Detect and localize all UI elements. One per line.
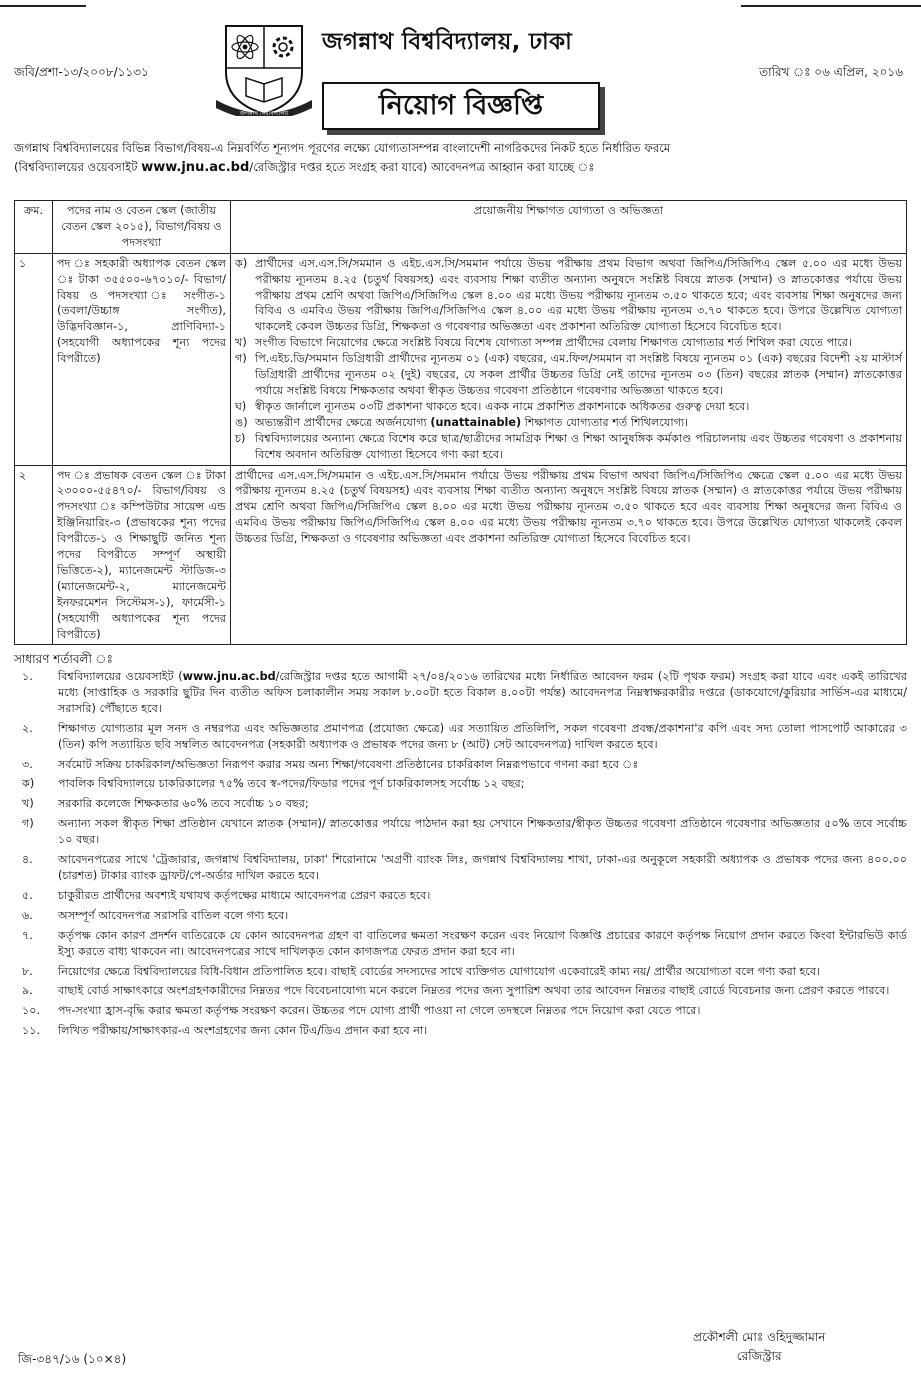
notice-banner: নিয়োগ বিজ্ঞপ্তি: [322, 82, 600, 130]
signatory-title: রেজিস্ট্রার: [736, 1349, 782, 1364]
condition-item: ৯. বাছাই বোর্ড সাক্ষাৎকারে অংশগ্রহণকারীদের নিম্নতর পদে বিবেচনাযোগ্য মনে করলে নিম্নতর পদের জন্য সুপারিশ অথবা তার আবেদন নিম্নতর বাছাই বোর্ডে বিবেচনার জন্য প্রেরণ করতে পারবে।: [22, 984, 890, 998]
condition-item: ১১. লিখিত পরীক্ষায়/সাক্ষাৎকার-এ অংশগ্রহণের জন্য কোন টিএ/ডিএ প্রদান করা হবে না।: [22, 1024, 428, 1038]
condition-item: ১. বিশ্ববিদ্যালয়ের ওয়েবসাইট (www.jnu.ac.bd/রেজিস্ট্রার দপ্তর হতে আগামী ২৭/০৪/২০১৬ তারিখের মধ্যে নির্ধারিত আবেদন ফরম (২টি পৃথক ফরম) সংগ্রহ করা যাবে এবং একই তারিখের মধ্যে (সাপ্তাহিক ও সরকারি ছুটির দিন ব্যতীত অফিস চলাকালীন সময় সকাল ৮.০০টা হতে বিকাল ৪.০০টা পর্যন্ত) আবেদনপত্র নিম্নস্বাক্ষরকারীর দপ্তরে (ডাকযোগে/কুরিয়ার সার্ভিস-এর মাধ্যমে/সরাসরি) পৌঁছাতে হবে।: [22, 670, 907, 715]
conditions-list: [14, 669, 907, 1043]
qualification-item: ঘ) স্বীকৃত জার্নালে ন্যূনতম ০৩টি প্রকাশনা থাকতে হবে। একক নামে প্রকাশিত প্রকাশনাকে অধিকতর গুরুত্ব দেয়া হবে।: [235, 399, 750, 413]
university-name: জগন্নাথ বিশ্ববিদ্যালয়, ঢাকা: [322, 29, 573, 55]
header-qualification: প্রয়োজনীয় শিক্ষাগত যোগ্যতা ও অভিজ্ঞতা: [231, 201, 907, 254]
signature-block: [693, 1328, 825, 1366]
table-header-row: [15, 201, 907, 254]
row-qualification: [231, 253, 907, 465]
table-row: [15, 465, 907, 645]
row-qualification: প্রার্থীদের এস.এস.সি/সমমান ও এইচ.এস.সি/সমমান পর্যায়ে উভয় পরীক্ষায় প্রথম বিভাগ অথবা জিপিএ/সিজিপিএ ক্ষেত্রে স্কেল ৫.০০ এর মধ্যে উভয় পরীক্ষায় ন্যূনতম ৪.২৫ (চতুর্থ বিষয়সহ) এবং ব্যবসায় শিক্ষা ব্যতীত অন্যান্য অনুষদে সংশ্লিষ্ট বিষয়ে স্নাতক (সম্মান) ও স্নাতকোত্তর পর্যায়ে উভয় পরীক্ষায় প্রথম শ্রেণি অথবা জিপিএ/সিজিপিএ স্কেল ৪.০০ এর মধ্যে উভয় পরীক্ষায় ন্যূনতম ৩.৫০ থাকতে হবে এবং ব্যবসায় শিক্ষা অনুষদের জন্য বিবিএ ও এমবিএ উভয় পরীক্ষায় জিপিএ/সিজিপিএ স্কেল ৪.০০ এর মধ্যে উভয় পরীক্ষায় ন্যূনতম ৩.৭০ থাকতে হবে। উপরে উল্লেখিত যোগ্যতা থাকলেই কেবল উচ্চতর ডিগ্রি, শিক্ষকতা ও গবেষণার অভিজ্ঞতা এবং প্রকাশনা অতিরিক্ত যোগ্যতা হিসেবে বিবেচিত হবে।: [231, 465, 907, 645]
website-link[interactable]: www.jnu.ac.bd: [141, 159, 250, 175]
condition-item: ১০. পদ-সংখ্যা হ্রাস-বৃদ্ধি করার ক্ষমতা কর্তৃপক্ষ সংরক্ষণ করেন। উচ্চতর পদে যোগ্য প্রার্থী পাওয়া না গেলে তদস্থলে নিম্নতর পদে নিয়োগ করা যেতে পারে।: [22, 1004, 701, 1018]
qualification-item: খ) সংগীত বিভাগে নিয়োগের ক্ষেত্রে সংশ্লিষ্ট বিষয়ে বিশেষ যোগ্যতা সম্পন্ন প্রার্থীদের বেলায় শিক্ষাগত যোগ্যতার শর্ত শিথিল করা যেতে পারে।: [235, 336, 853, 350]
intro-paragraph: জগন্নাথ বিশ্ববিদ্যালয়ের বিভিন্ন বিভাগ/বিষয়-এ নিম্নবর্ণিত শূন্যপদ পূরণের লক্ষ্যে যোগ্যতাসম্পন্ন বাংলাদেশী নাগরিকদের নিকট হতে নির্ধারিত ফরমে (বিশ্ববিদ্যালয়ের ওয়েবসাইট www.jnu.ac.bd/রেজিস্ট্রার দপ্তর হতে সংগ্রহ করা যাবে) আবেদনপত্র আহ্বান করা যাচ্ছে ঃ: [14, 141, 671, 175]
header-post: পদের নাম ও বেতন স্কেল (জাতীয় বেতন স্কেল ২০১৫), বিভাগ/বিষয় ও পদসংখ্যা: [53, 201, 231, 254]
condition-item: ৩. সর্বমোট সক্রিয় চাকরিকাল/অভিজ্ঞতা নিরূপণ করার সময় অন্য শিক্ষা/গবেষণা প্রতিষ্ঠানের চাকরিকাল নিম্নরূপভাবে গণনা করা হবে ঃ: [22, 757, 639, 771]
condition-item: ৭. কর্তৃপক্ষ কোন কারণ প্রদর্শন ব্যতিরেকে যে কোন আবেদনপত্র গ্রহণ বা বাতিলের ক্ষমতা সংরক্ষণ করেন এবং নিয়োগ বিজ্ঞপ্তি প্রচারের কারণে কর্তৃপক্ষ নিয়োগ প্রদান করতে কিংবা ইন্টারভিউ কার্ড ইস্যু করতে বাধ্য থাকবেন না। আবেদনপত্রের সাথে দাখিলকৃত কোন কাগজপত্র ফেরত প্রদান করা হবে না।: [22, 928, 907, 958]
notice-date: তারিখ ঃ ০৬ এপ্রিল, ২০১৬: [759, 65, 903, 79]
qualification-item: চ) বিশ্ববিদ্যালয়ের অন্যান্য ক্ষেত্রে বিশেষ করে ছাত্র/ছাত্রীদের সামগ্রিক শিক্ষা ও শিক্ষা আনুষঙ্গিক কর্মকাণ্ড পরিচালনায় এবং উচ্চতর গবেষণা ও প্রকাশনায় বিশেষ অবদান অতিরিক্ত যোগ্যতা হিসেবে গণ্য করা হবে।: [235, 431, 902, 461]
condition-item: ২. শিক্ষাগত যোগ্যতার মূল সনদ ও নম্বরপত্র এবং অভিজ্ঞতার প্রমাণপত্র (প্রযোজ্য ক্ষেত্রে) এর সত্যায়িত প্রতিলিপি, সকল গবেষণা প্রবন্ধ/প্রকাশনা'র কপি এবং সদ্য তোলা পাসপোর্ট আকারের ৩ (তিন) কপি সত্যায়িত ছবি সম্বলিত আবেদনপত্র (সহকারী অধ্যাপক ও প্রভাষক পদের জন্য ৮ (আট) সেট আবেদনপত্র) দাখিল করতে হবে।: [22, 721, 907, 751]
row-serial: ১: [15, 253, 53, 465]
condition-item: খ) সরকারি কলেজে শিক্ষকতার ৬০% তবে সর্বোচ্চ ১০ বছর;: [22, 797, 309, 811]
condition-item: ৬. অসম্পূর্ণ আবেদনপত্র সরাসরি বাতিল বলে গণ্য হবে।: [22, 908, 289, 922]
website-link[interactable]: www.jnu.ac.bd: [182, 670, 276, 683]
conditions-title: সাধারণ শর্তাবলী ঃ: [14, 652, 113, 666]
signatory-name: প্রকৌশলী মোঃ ওহিদুজ্জামান: [693, 1330, 826, 1344]
top-left-rule: [0, 0, 86, 7]
vacancy-table: [14, 200, 907, 645]
table-row: [15, 253, 907, 465]
row-serial: ২: [15, 465, 53, 645]
svg-text:জগন্নাথ বিশ্ববিদ্যালয়: জগন্নাথ বিশ্ববিদ্যালয়: [239, 110, 289, 116]
qualification-item: ক) প্রার্থীদের এস.এস.সি/সমমান ও এইচ.এস.সি/সমমান পর্যায়ে উভয় পরীক্ষায় প্রথম বিভাগ অথবা জিপিএ/সিজিপিএ স্কেল ৫.০০ এর মধ্যে উভয় পরীক্ষায় ন্যূনতম ৪.২৫ (চতুর্থ বিষয়সহ) এবং ব্যবসায় শিক্ষা ব্যতীত অন্যান্য অনুষদে সংশ্লিষ্ট বিষয়ে স্নাতক (সম্মান) ও স্নাতকোত্তর পর্যায়ে উভয় পরীক্ষায় প্রথম শ্রেণি অথবা জিপিএ/সিজিপিএ স্কেল ৪.০০ এর মধ্যে উভয় পরীক্ষায় ন্যূনতম ৩.৫০ থাকতে হবে; এবং ব্যবসায় শিক্ষা অনুষদের জন্য বিবিএ ও এমবিএ উভয় পরীক্ষায় জিপিএ/সিজিপিএ স্কেল ৪.০০ এর মধ্যে উভয় পরীক্ষায় ন্যূনতম ৩.৭০ থাকতে হবে। উপরে উল্লেখিত যোগ্যতা থাকলেই কেবল উচ্চতর ডিগ্রি, শিক্ষকতা ও গবেষণার অভিজ্ঞতা এবং প্রকাশনা অতিরিক্ত যোগ্যতা হিসেবে বিবেচিত হবে।: [235, 256, 902, 334]
header-serial: ক্রম.: [15, 201, 53, 254]
condition-item: গ) অন্যান্য সকল স্বীকৃত শিক্ষা প্রতিষ্ঠান যেখানে স্নাতক (সম্মান)/ স্নাতকোত্তর পর্যায়ে পাঠদান করা হয় সেখানে শিক্ষকতার/স্বীকৃত উচ্চতর গবেষণা প্রতিষ্ঠানে গবেষণার অভিজ্ঞতার ৫০% তবে সর্বোচ্চ ১০ বছর।: [22, 817, 907, 847]
condition-item: ক) পাবলিক বিশ্ববিদ্যালয়ে চাকরিকালের ৭৫% তবে স্ব-পদের/ফিডার পদের পূর্ণ চাকরিকালসহ সর্বোচ্চ ১২ বছর;: [22, 777, 525, 791]
qualification-item: ঙ) অভ্যন্তরীণ প্রার্থীদের ক্ষেত্রে অর্জনযোগ্য (unattainable) শিক্ষাগত যোগ্যতার শর্ত শিথিলযোগ্য।: [235, 415, 689, 429]
university-logo: [214, 22, 314, 116]
row-post: পদ ঃ সহকারী অধ্যাপক বেতন স্কেল ঃ টাকা ৩৫৫০০-৬৭০১০/- বিভাগ/বিষয় ও পদসংখ্যা ঃ সংগীত-১ (তবলা/উচ্চাঙ্গ সংগীত), উদ্ভিদবিজ্ঞান-১, প্রাণিবিদ্যা-১ (সহযোগী অধ্যাপকের শূন্য পদের বিপরীতে): [53, 253, 231, 465]
qualification-item: গ) পি.এইচ.ডি/সমমান ডিগ্রিধারী প্রার্থীদের ন্যূনতম ০১ (এক) বছরের, এম.ফিল/সমমান বা সংশ্লিষ্ট বিষয়ে ন্যূনতম ০১ (এক) বছরের বিদেশী ২য় মাস্টার্স ডিগ্রিধারী প্রার্থীদের ন্যূনতম ০২ (দুই) বছরের, যে সকল প্রার্থীর উচ্চতর ডিগ্রি নেই তাদের ন্যূনতম ০৩ (তিন) বছরের স্নাতক (সম্মান) স্নাতকোত্তর পর্যায়ে সংশ্লিষ্ট বিষয়ে শিক্ষকতার অথবা স্বীকৃত উচ্চতর গবেষণা প্রতিষ্ঠানে গবেষণার অভিজ্ঞতা থাকতে হবে।: [235, 352, 902, 397]
memo-number: জবি/প্রশা-১৩/২০০৮/১১৩১: [14, 65, 149, 79]
reference-code: জি-৩৪৭/১৬ (১০×৪): [18, 1352, 127, 1366]
condition-item: ৮. নিয়োগের ক্ষেত্রে বিশ্ববিদ্যালয়ের বিধি-বিধান প্রতিপালিত হবে। বাছাই বোর্ডের সদস্যদের সাথে ব্যক্তিগত যোগাযোগ একেবারেই কাম্য নয়/ প্রার্থীর অযোগ্যতা বলে গণ্য করা হবে।: [22, 964, 821, 978]
top-right-rule: [741, 0, 921, 7]
row-post: পদ ঃ প্রভাষক বেতন স্কেল ঃ টাকা ২৩০০০-৫৫৪৭০/- বিভাগ/বিষয় ও পদসংখ্যা ঃ কম্পিউটার সায়েন্স এন্ড ইঞ্জিনিয়ারিং-৩ (প্রভাষকের শূন্য পদের বিপরীতে-১ ও শিক্ষাছুটি জনিত শূন্য পদের বিপরীতে সম্পূর্ণ অস্থায়ী ভিত্তিতে-২), ম্যানেজমেন্ট স্টাডিজ-৩ (ম্যানেজমেন্ট-২, ম্যানেজমেন্ট ইনফরমেশন সিস্টেমস-১), ফার্মেসী-১ (সহযোগী অধ্যাপকের শূন্য পদের বিপরীতে): [53, 465, 231, 645]
condition-item: ৪. আবেদনপত্রের সাথে 'ট্রেজারার, জগন্নাথ বিশ্ববিদ্যালয়, ঢাকা' শিরোনামে 'অগ্রণী ব্যাংক লিঃ, জগন্নাথ বিশ্ববিদ্যালয় শাখা, ঢাকা-এর অনুকূলে সহকারী অধ্যাপক ও প্রভাষক পদের জন্য ৪০০.০০ (চারশত) টাকার ব্যাংক ড্রাফট/পে-অর্ডার দাখিল করতে হবে।: [22, 853, 907, 882]
condition-item: ৫. চাকুরীরত প্রার্থীদের অবশ্যই যথাযথ কর্তৃপক্ষের মাধ্যমে আবেদনপত্র প্রেরণ করতে হবে।: [22, 888, 431, 902]
